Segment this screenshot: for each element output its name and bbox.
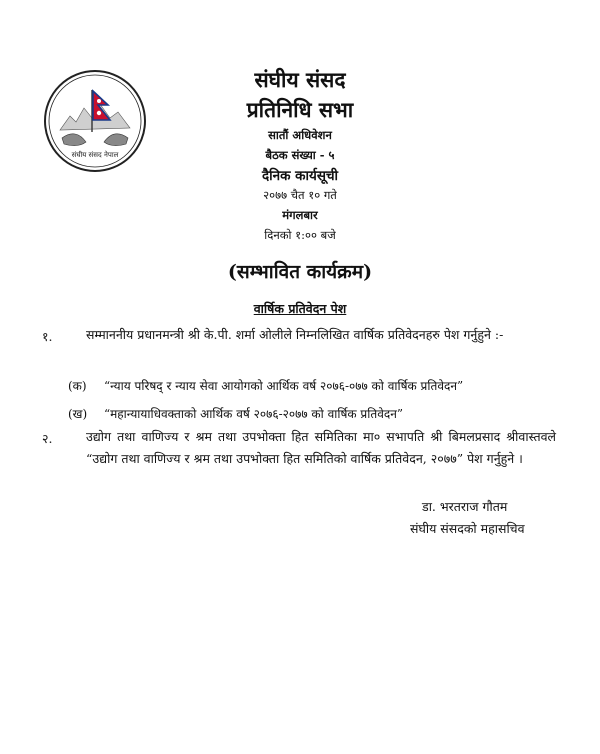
signatory-name: डा. भरतराज गौतम xyxy=(422,499,508,514)
subitem-text: “महान्यायाधिवक्ताको आर्थिक वर्ष २०७६-२०७७ को वार्षिक प्रतिवेदन” xyxy=(104,407,404,421)
federal-parliament-title: संघीय संसद xyxy=(254,67,346,92)
logo-caption: संघीय संसद नेपाल xyxy=(71,151,119,159)
parliament-logo xyxy=(42,68,148,174)
house-of-representatives-title: प्रतिनिधि सभा xyxy=(246,97,354,122)
subitem-text: “न्याय परिषद् र न्याय सेवा आयोगको आर्थिक वर्ष २०७६-०७७ को वार्षिक प्रतिवेदन” xyxy=(104,379,464,393)
item-text: सम्माननीय प्रधानमन्त्री श्री के.पी. शर्मा ओलीले निम्नलिखित वार्षिक प्रतिवेदनहरु पेश गर्नुहुने :- xyxy=(86,327,504,342)
item-number: १. xyxy=(42,329,53,344)
session-label: सातौं अधिवेशन xyxy=(268,128,332,142)
subitem-label: (ख) xyxy=(68,407,88,421)
item-text: उद्योग तथा वाणिज्य र श्रम तथा उपभोक्ता हित समितिका मा० सभापति श्री बिमलप्रसाद श्रीवास्तवले “उद्योग तथा वाणिज्य र श्रम तथा उपभोक्ता हित समितिको वार्षिक प्रतिवेदन, २०७७” पेश गर्नुहुने । xyxy=(86,429,556,466)
section-title: वार्षिक प्रतिवेदन पेश xyxy=(253,301,347,316)
agenda-time: दिनको १:०० बजे xyxy=(264,228,336,242)
subitem-label: (क) xyxy=(68,379,87,393)
daily-agenda-title: दैनिक कार्यसूची xyxy=(261,168,339,184)
agenda-weekday: मंगलबार xyxy=(282,208,318,222)
item-number: २. xyxy=(42,431,53,446)
signatory-title: संघीय संसदको महासचिव xyxy=(410,521,525,536)
agenda-date: २०७७ चैत १० गते xyxy=(263,188,337,202)
meeting-number: बैठक संख्या - ५ xyxy=(265,148,335,162)
programme-title: (सम्भावित कार्यक्रम) xyxy=(227,261,373,283)
